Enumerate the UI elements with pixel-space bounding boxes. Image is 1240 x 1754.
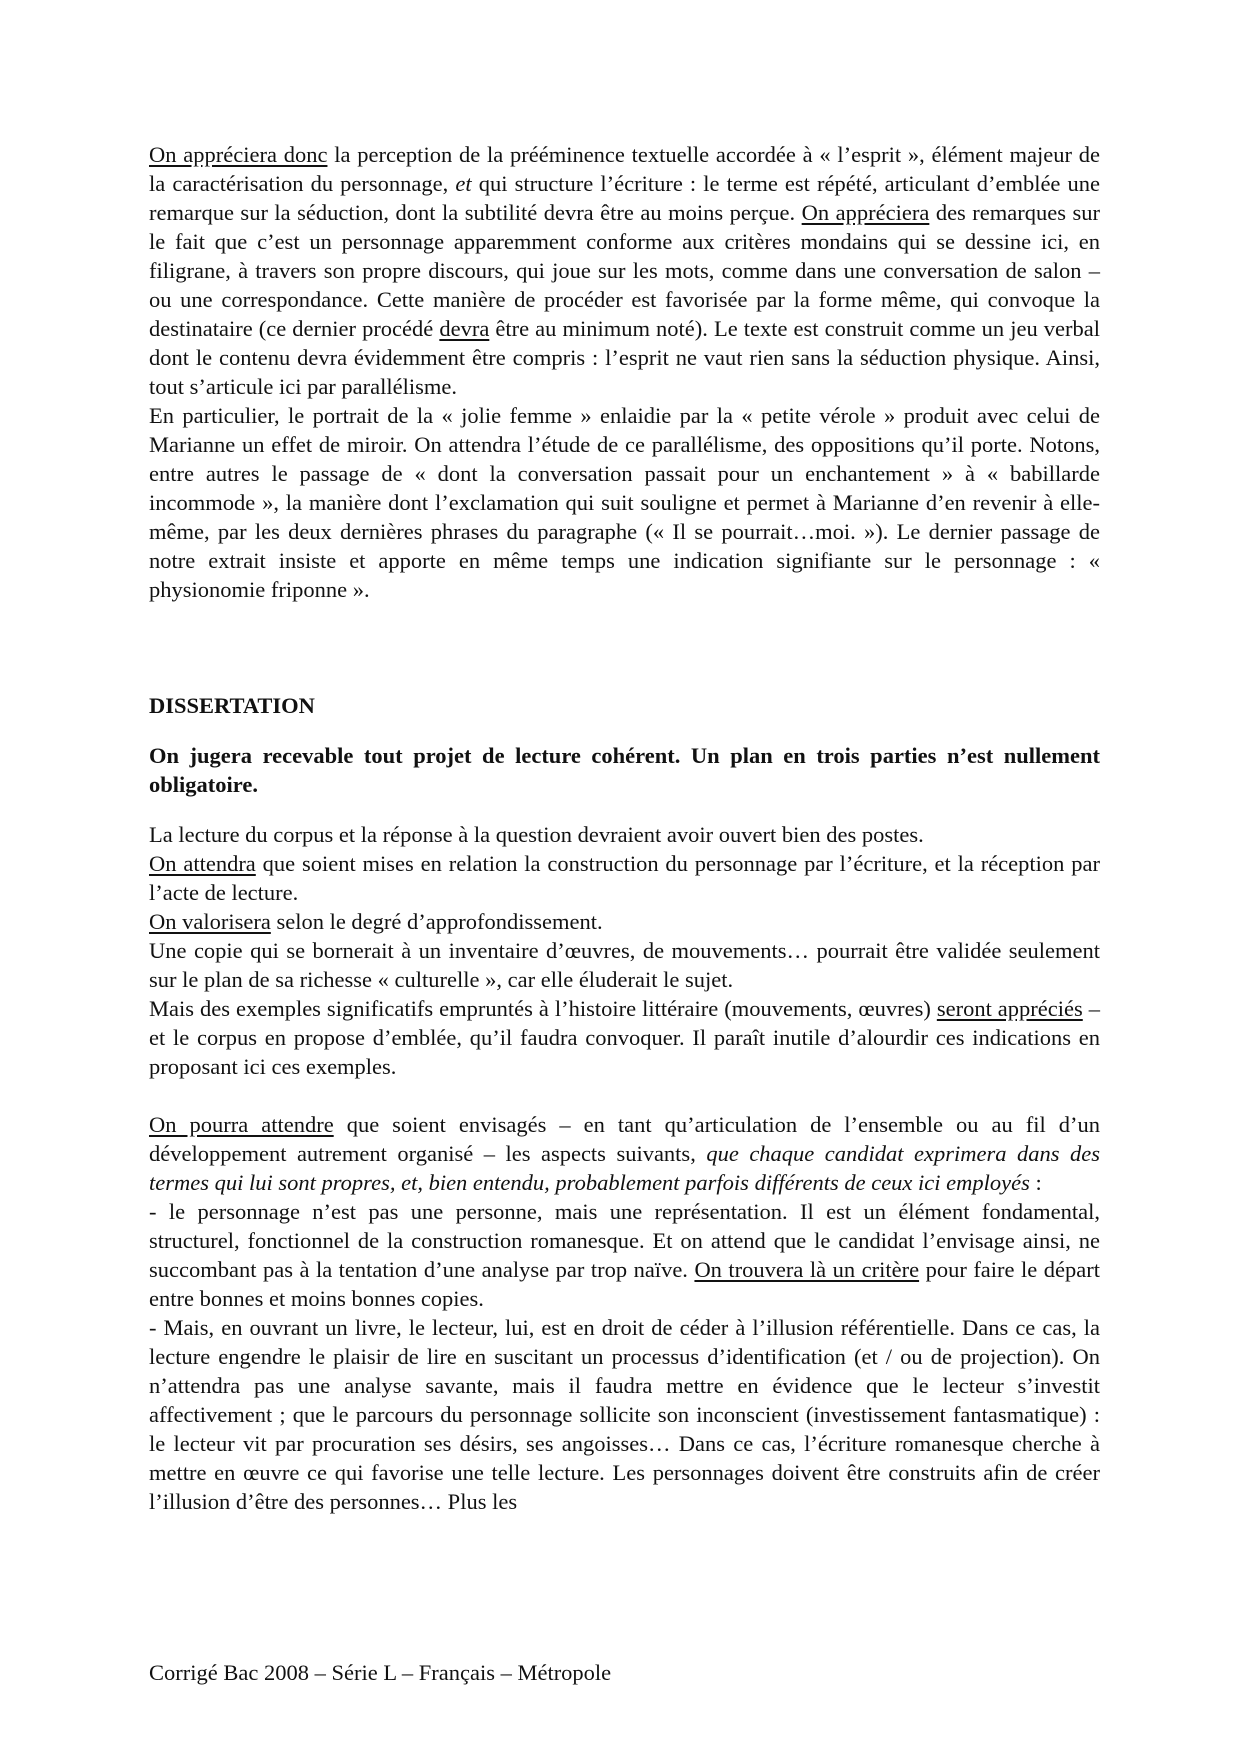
text-run: – et le corpus en propose d’emblée, qu’il faudra convoquer. Il paraît inutile d’alourdir ces indications en proposant ici ces exemples. <box>149 996 1101 1079</box>
paragraph-exemples <box>149 994 1100 1081</box>
text-run: pour faire le départ entre bonnes et moins bonnes copies. <box>149 1257 1100 1311</box>
spacer <box>149 1081 1100 1110</box>
paragraph-esprit <box>149 140 1100 401</box>
paragraph-inventaire: Une copie qui se bornerait à un inventaire d’œuvres, de mouvements… pourrait être validée seulement sur le plan de sa richesse « culturelle », car elle éluderait le sujet. <box>149 938 1100 992</box>
section-heading: DISSERTATION <box>149 693 315 718</box>
emphasis-underline: On pourra attendre <box>149 1112 334 1137</box>
page-body <box>149 140 1100 1516</box>
text-run: - le personnage n’est pas une personne, mais une représentation. Il est un élément fondamental, structurel, fonctionnel de la construction romanesque. Et on attend que le candidat l’envisage ainsi, ne succombant pas à la tentation d’une analyse par trop naïve. <box>149 1199 1100 1282</box>
emphasis-italic: que chaque candidat exprimera dans des termes qui lui sont propres, et, bien entendu, probablement parfois différents de ceux ici employés <box>149 1141 1100 1195</box>
paragraph-portrait: En particulier, le portrait de la « jolie femme » enlaidie par la « petite vérole » produit avec celui de Marianne un effet de miroir. On attendra l’étude de ce parallélisme, des oppositions qu’il porte. Notons, entre autres le passage de « dont la conversation passait pour un enchantement » à « babillarde incommode », la manière dont l’exclamation qui suit souligne et permet à Marianne d’en revenir à elle-même, par les deux dernières phrases du paragraphe (« Il se pourrait…moi. »). Le dernier passage de notre extrait insiste et apporte en même temps une indication signifiante sur le personnage : « physionomie friponne ». <box>149 403 1100 602</box>
emphasis-underline: On trouvera là un critère <box>694 1257 920 1282</box>
spacer <box>149 604 1100 691</box>
page-footer: Corrigé Bac 2008 – Série L – Français – Métropole <box>149 1660 612 1685</box>
paragraph-valorisera <box>149 907 1100 936</box>
emphasis-underline: On attendra <box>149 851 256 876</box>
emphasis-underline: On appréciera donc <box>149 142 328 167</box>
paragraph-pourra-attendre <box>149 1110 1100 1197</box>
emphasis-underline: On appréciera <box>801 200 930 225</box>
bold-instruction: On jugera recevable tout projet de lecture cohérent. Un plan en trois parties n’est nullement obligatoire. <box>149 743 1100 797</box>
spacer <box>149 720 1100 741</box>
emphasis-italic: et <box>455 171 472 196</box>
list-item-representation <box>149 1197 1100 1313</box>
text-run: : <box>1029 1170 1042 1195</box>
spacer <box>149 799 1100 820</box>
text-run: la perception de la prééminence textuelle accordée à « l’esprit », élément majeur de la caractérisation du personnage, <box>149 142 1101 196</box>
text-run: Mais des exemples significatifs empruntés à l’histoire littéraire (mouvements, œuvres) <box>149 996 937 1021</box>
paragraph-attendra <box>149 849 1100 907</box>
text-run: que soient envisagés – en tant qu’articulation de l’ensemble ou au fil d’un développement autrement organisé – les aspects suivants, <box>149 1112 1100 1166</box>
emphasis-underline: devra <box>439 316 490 341</box>
text-run: des remarques sur le fait que c’est un personnage apparemment conforme aux critères mondains qui se dessine ici, en filigrane, à travers son propre discours, qui joue sur les mots, comme dans une conversation de salon – ou une correspondance. Cette manière de procéder est favorisée par la forme même, qui convoque la destinataire (ce dernier procédé <box>149 200 1100 341</box>
emphasis-underline: On valorisera <box>149 909 271 934</box>
paragraph-corpus: La lecture du corpus et la réponse à la question devraient avoir ouvert bien des postes. <box>149 822 924 847</box>
emphasis-underline: seront appréciés <box>936 996 1083 1021</box>
text-run: être au minimum noté). Le texte est construit comme un jeu verbal dont le contenu devra évidemment être compris : l’esprit ne vaut rien sans la séduction physique. Ainsi, tout s’articule ici par parallélisme. <box>149 316 1101 399</box>
text-run: qui structure l’écriture : le terme est répété, articulant d’emblée une remarque sur la séduction, dont la subtilité devra être au moins perçue. <box>149 171 1100 225</box>
text-run: selon le degré d’approfondissement. <box>270 909 603 934</box>
text-run: que soient mises en relation la construction du personnage par l’écriture, et la réception par l’acte de lecture. <box>149 851 1100 905</box>
list-item-illusion: - Mais, en ouvrant un livre, le lecteur, lui, est en droit de céder à l’illusion référentielle. Dans ce cas, la lecture engendre le plaisir de lire en suscitant un processus d’identification (et / ou de projection). On n’attendra pas une analyse savante, mais il faudra mettre en évidence que le lecteur s’investit affectivement ; que le parcours du personnage sollicite son inconscient (investissement fantasmatique) : le lecteur vit par procuration ses désirs, ses angoisses… Dans ce cas, l’écriture romanesque cherche à mettre en œuvre ce qui favorise une telle lecture. Les personnages doivent être construits afin de créer l’illusion d’être des personnes… Plus les <box>149 1315 1100 1514</box>
